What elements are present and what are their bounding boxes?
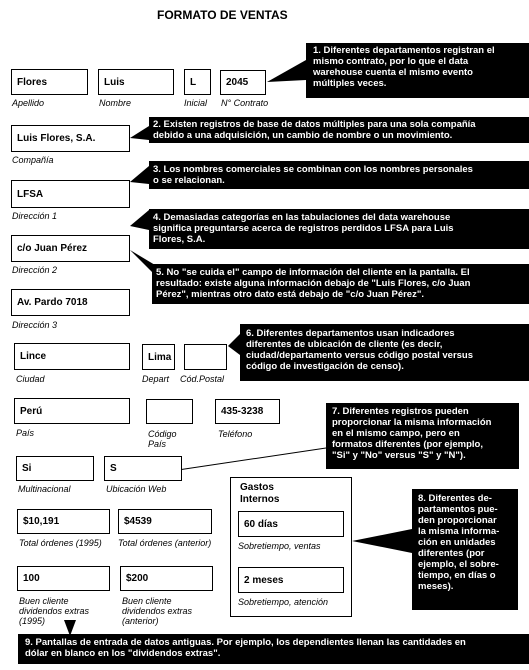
sobretiempo-atencion-field[interactable]: 2 meses bbox=[238, 567, 344, 593]
callout-2: 2. Existen registros de base de datos múltiples para una sola compañía debido a una adquisición, un cambio de nombre o un movimiento. bbox=[149, 117, 529, 143]
compania-label: Compañía bbox=[12, 155, 54, 165]
totalanterior-label: Total órdenes (anterior) bbox=[118, 538, 212, 548]
dividendos1995-label-1: Buen cliente bbox=[19, 596, 69, 606]
direccion2-field[interactable]: c/o Juan Pérez bbox=[11, 235, 130, 262]
callout-5: 5. No "se cuida el" campo de información del cliente en la pantalla. El resultado: existe alguna información debajo de "Luis Flores, c/o Juan Pérez", mientras otro dato está debajo de "c/o Juan Pérez". bbox=[152, 264, 529, 304]
telefono-field[interactable]: 435-3238 bbox=[215, 399, 280, 424]
inicial-field[interactable]: L bbox=[184, 69, 211, 95]
sobretiempo-ventas-label: Sobretiempo, ventas bbox=[238, 541, 321, 551]
ciudad-label: Ciudad bbox=[16, 374, 45, 384]
compania-field[interactable]: Luis Flores, S.A. bbox=[11, 125, 130, 152]
callout-1-pointer bbox=[267, 60, 306, 82]
callout-7-pointer bbox=[178, 448, 326, 470]
callout-4: 4. Demasiadas categorías en las tabulaciones del data warehouse significa preguntarse acerca de registros perdidos LFSA para Luis Flores, S.A. bbox=[149, 209, 529, 249]
page-title: FORMATO DE VENTAS bbox=[157, 8, 288, 22]
contrato-label: N° Contrato bbox=[221, 98, 269, 108]
direccion1-field[interactable]: LFSA bbox=[11, 180, 130, 208]
codpais-field[interactable] bbox=[146, 399, 193, 424]
multinacional-field[interactable]: Si bbox=[16, 456, 94, 481]
ubicacionweb-label: Ubicación Web bbox=[106, 484, 167, 494]
totalanterior-field[interactable]: $4539 bbox=[118, 509, 212, 534]
inicial-label: Inicial bbox=[184, 98, 208, 108]
callout-3-pointer bbox=[130, 166, 149, 184]
callout-9: 9. Pantallas de entrada de datos antiguas. Por ejemplo, los dependientes llenan las cantidades en dólar en blanco en los "dividendos extras". bbox=[18, 634, 529, 664]
dividendosanterior-label-3: (anterior) bbox=[122, 616, 159, 626]
apellido-label: Apellido bbox=[12, 98, 45, 108]
dividendosanterior-field[interactable]: $200 bbox=[120, 566, 213, 591]
ubicacionweb-field[interactable]: S bbox=[104, 456, 182, 481]
dividendosanterior-label-2: dividendos extras bbox=[122, 606, 193, 616]
sobretiempo-atencion-label: Sobretiempo, atención bbox=[238, 597, 329, 607]
codpais-label-1: Código bbox=[148, 429, 177, 439]
ciudad-field[interactable]: Lince bbox=[14, 343, 130, 370]
apellido-field[interactable]: Flores bbox=[11, 69, 88, 95]
total1995-label: Total órdenes (1995) bbox=[19, 538, 102, 548]
direccion3-label: Dirección 3 bbox=[12, 320, 58, 330]
depart-label: Depart bbox=[142, 374, 170, 384]
callout-8: 8. Diferentes de- partamentos pue- den proporcionar la misma informa- ción en unidades diferentes (por ejemplo, el sobre- tiempo, en días o meses). bbox=[412, 489, 518, 610]
dividendosanterior-label-1: Buen cliente bbox=[122, 596, 172, 606]
codpostal-label: Cód.Postal bbox=[180, 374, 225, 384]
callout-6-pointer bbox=[228, 334, 240, 355]
dividendos1995-label-3: (1995) bbox=[19, 616, 46, 626]
callout-8-pointer bbox=[352, 529, 412, 553]
pais-label: País bbox=[16, 428, 35, 438]
direccion3-field[interactable]: Av. Pardo 7018 bbox=[11, 289, 130, 316]
pais-field[interactable]: Perú bbox=[14, 398, 130, 424]
callout-2-pointer bbox=[130, 126, 149, 140]
contrato-field[interactable]: 2045 bbox=[220, 70, 266, 95]
callout-1: 1. Diferentes departamentos registran el mismo contrato, por lo que el data warehouse cuenta el mismo evento múltiples veces. bbox=[306, 43, 529, 98]
callout-7: 7. Diferentes registros pueden proporcionar la misma información en el mismo campo, pero en formatos diferentes (por ejemplo, "Si" y "No" versus "S" y "N"). bbox=[326, 403, 519, 469]
multinacional-label: Multinacional bbox=[18, 484, 71, 494]
codpostal-field[interactable] bbox=[184, 344, 227, 370]
depart-field[interactable]: Lima bbox=[142, 344, 175, 370]
total1995-field[interactable]: $10,191 bbox=[17, 509, 110, 534]
dividendos1995-field[interactable]: 100 bbox=[17, 566, 110, 591]
gastos-internos-title: Gastos Internos bbox=[240, 482, 280, 505]
nombre-label: Nombre bbox=[99, 98, 132, 108]
dividendos1995-label-2: dividendos extras bbox=[19, 606, 90, 616]
direccion2-label: Dirección 2 bbox=[12, 265, 58, 275]
callout-3: 3. Los nombres comerciales se combinan con los nombres personales o se relacionan. bbox=[149, 161, 529, 189]
sobretiempo-ventas-field[interactable]: 60 días bbox=[238, 511, 344, 537]
callout-6: 6. Diferentes departamentos usan indicadores diferentes de ubicación de cliente (es decir, ciudad/departamento versus código postal versus código de investigación de censo). bbox=[240, 324, 529, 381]
codpais-label-2: País bbox=[148, 439, 167, 449]
direccion1-label: Dirección 1 bbox=[12, 211, 58, 221]
callout-4-pointer bbox=[130, 210, 149, 230]
nombre-field[interactable]: Luis bbox=[98, 69, 174, 95]
telefono-label: Teléfono bbox=[218, 429, 253, 439]
